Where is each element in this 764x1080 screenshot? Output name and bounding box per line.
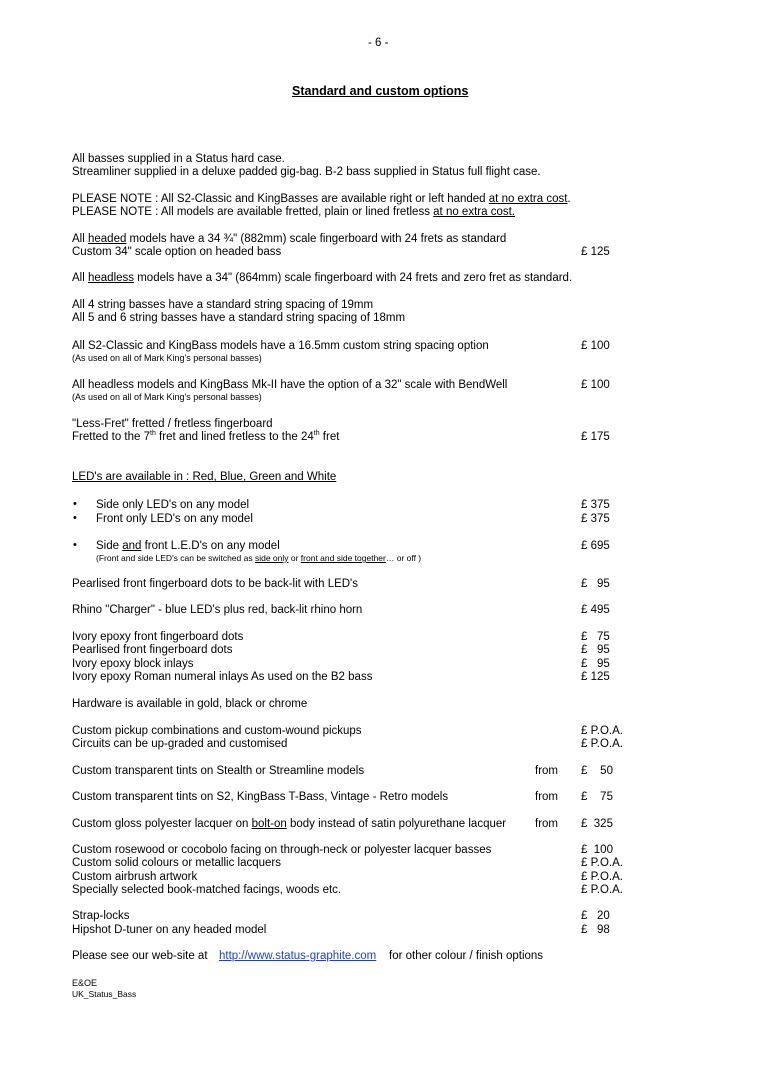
headless-rest: models have a 34" (864mm) scale fingerboard with 24 frets and zero fret as standard. (134, 272, 573, 284)
side-only-price: £ 375 (581, 499, 610, 511)
bookmatched-line: Specially selected book-matched facings, woods etc. (72, 884, 342, 896)
side-front-text-1: Side (96, 540, 123, 552)
pearl-dots-line: Pearlised front fingerboard dots (72, 644, 233, 656)
fretted-sup-1: th (150, 430, 156, 438)
rosewood-line: Custom rosewood or cocobolo facing on through-neck or polyester lacquer basses (72, 844, 492, 856)
headed-line (72, 233, 506, 246)
rhino-price: £ 495 (581, 604, 610, 616)
tints-s2-price: £ 75 (581, 791, 613, 803)
hardware-line: Hardware is available in gold, black or chrome (72, 698, 308, 710)
custom34-line: Custom 34" scale option on headed bass (72, 246, 282, 258)
fretted-text-2: fret and lined fretless to the 24 (155, 431, 314, 443)
ivory-block-line: Ivory epoxy block inlays (72, 658, 194, 670)
note-1-end: . (567, 193, 571, 205)
airbrush-line: Custom airbrush artwork (72, 871, 198, 883)
note-2-emphasis: at no extra cost. (433, 206, 515, 218)
tints-stealth-line: Custom transparent tints on Stealth or Streamline models (72, 765, 365, 777)
eoe-label: E&OE (72, 978, 98, 988)
ivory-dots-price: £ 75 (581, 631, 610, 643)
pearl-backlit-line: Pearlised front fingerboard dots to be back-lit with LED's (72, 578, 359, 590)
pickups-line: Custom pickup combinations and custom-wound pickups (72, 725, 362, 737)
gloss-text-2: body instead of satin polyurethane lacquer (286, 818, 507, 830)
airbrush-price: £ P.O.A. (581, 871, 623, 883)
gloss-text-1: Custom gloss polyester lacquer on (72, 818, 252, 830)
headed-rest: models have a 34 ¾" (882mm) scale fingerboard with 24 frets as standard (126, 233, 507, 245)
straplocks-price: £ 20 (581, 910, 610, 922)
bullet-icon: • (73, 498, 77, 510)
gloss-from: from (535, 818, 558, 830)
fretted-sup-2: th (313, 430, 320, 438)
s2-spacing-line: All S2-Classic and KingBass models have a 16.5mm custom string spacing option (72, 340, 489, 352)
ivory-dots-line: Ivory epoxy front fingerboard dots (72, 631, 244, 643)
solid-line: Custom solid colours or metallic lacquers (72, 857, 281, 869)
website-suffix: for other colour / finish options (389, 950, 544, 962)
custom34-price: £ 125 (581, 246, 610, 258)
page-number: - 6 - (368, 37, 389, 49)
website-link[interactable]: http://www.status-graphite.com (219, 950, 377, 962)
spacing-4-line: All 4 string basses have a standard string spacing of 19mm (72, 299, 374, 311)
bullet-icon: • (73, 512, 77, 524)
headed-prefix: All (72, 233, 88, 245)
tints-stealth-from: from (535, 765, 558, 777)
front-only-price: £ 375 (581, 513, 610, 525)
tints-s2-from: from (535, 791, 558, 803)
switch-side-only: side only (254, 553, 289, 563)
note-2-text: PLEASE NOTE : All models are available fretted, plain or lined fretless (72, 206, 434, 218)
website-prefix: Please see our web-site at (72, 950, 208, 962)
rhino-line: Rhino "Charger" - blue LED's plus red, back-lit rhino horn (72, 604, 363, 616)
lessfret-line: "Less-Fret" fretted / fretless fingerboard (72, 418, 273, 430)
solid-price: £ P.O.A. (581, 857, 623, 869)
ivory-roman-price: £ 125 (581, 671, 610, 683)
front-only-line: Front only LED's on any model (96, 513, 253, 525)
s2-spacing-price: £ 100 (581, 340, 610, 352)
side-front-text-2: front L.E.D's on any model (141, 540, 280, 552)
bendwell-line: All headless models and KingBass Mk-II have the option of a 32" scale with BendWell (72, 379, 508, 391)
tints-stealth-price: £ 50 (581, 765, 613, 777)
bullet-icon: • (73, 539, 77, 551)
side-front-price: £ 695 (581, 540, 610, 552)
pickups-price: £ P.O.A. (581, 725, 623, 737)
circuits-price: £ P.O.A. (581, 738, 623, 750)
case-line-2: Streamliner supplied in a deluxe padded gig-bag. B-2 bass supplied in Status full flight case. (72, 166, 541, 178)
footer-filename: UK_Status_Bass (72, 989, 137, 999)
side-front-line (96, 540, 280, 553)
circuits-line: Circuits can be up-graded and customised (72, 738, 288, 750)
spacing-56-line: All 5 and 6 string basses have a standard string spacing of 18mm (72, 312, 406, 324)
straplocks-line: Strap-locks (72, 910, 130, 922)
switch-text-1: (Front and side LED's can be switched as (96, 553, 255, 563)
gloss-line (72, 818, 506, 831)
note-line-1 (72, 193, 571, 206)
pearl-dots-price: £ 95 (581, 644, 610, 656)
fretted-text-1: Fretted to the 7 (72, 431, 150, 443)
s2-spacing-note: (As used on all of Mark King's personal basses) (72, 353, 262, 363)
switch-text-2: or (288, 553, 301, 563)
rosewood-price: £ 100 (581, 844, 613, 856)
note-1-text: PLEASE NOTE : All S2-Classic and KingBasses are available right or left handed (72, 193, 489, 205)
pearl-backlit-price: £ 95 (581, 578, 610, 590)
hipshot-line: Hipshot D-tuner on any headed model (72, 924, 267, 936)
hipshot-price: £ 98 (581, 924, 610, 936)
ivory-roman-line: Ivory epoxy Roman numeral inlays As used on the B2 bass (72, 671, 373, 683)
fretted-text-3: fret (319, 431, 340, 443)
headless-line (72, 272, 572, 285)
headed-emphasis: headed (87, 233, 127, 245)
side-front-emphasis: and (122, 540, 142, 552)
switch-front-side: front and side together (300, 553, 386, 563)
case-line-1: All basses supplied in a Status hard case. (72, 153, 285, 165)
fretted-price: £ 175 (581, 431, 610, 443)
switch-text-3: … or off ) (385, 553, 422, 563)
note-1-emphasis: at no extra cost (488, 193, 568, 205)
bendwell-price: £ 100 (581, 379, 610, 391)
note-line-2 (72, 206, 515, 219)
bookmatched-price: £ P.O.A. (581, 884, 623, 896)
switch-note (96, 553, 421, 563)
side-only-line: Side only LED's on any model (96, 499, 250, 511)
bendwell-note: (As used on all of Mark King's personal basses) (72, 392, 262, 402)
tints-s2-line: Custom transparent tints on S2, KingBass T-Bass, Vintage - Retro models (72, 791, 449, 803)
ivory-block-price: £ 95 (581, 658, 610, 670)
gloss-price: £ 325 (581, 818, 613, 830)
headless-emphasis: headless (87, 272, 135, 284)
gloss-emphasis: bolt-on (251, 818, 287, 830)
page-title: Standard and custom options (292, 84, 469, 98)
leds-heading: LED's are available in : Red, Blue, Green and White (72, 471, 337, 483)
headless-prefix: All (72, 272, 88, 284)
fretted-line (72, 431, 339, 444)
